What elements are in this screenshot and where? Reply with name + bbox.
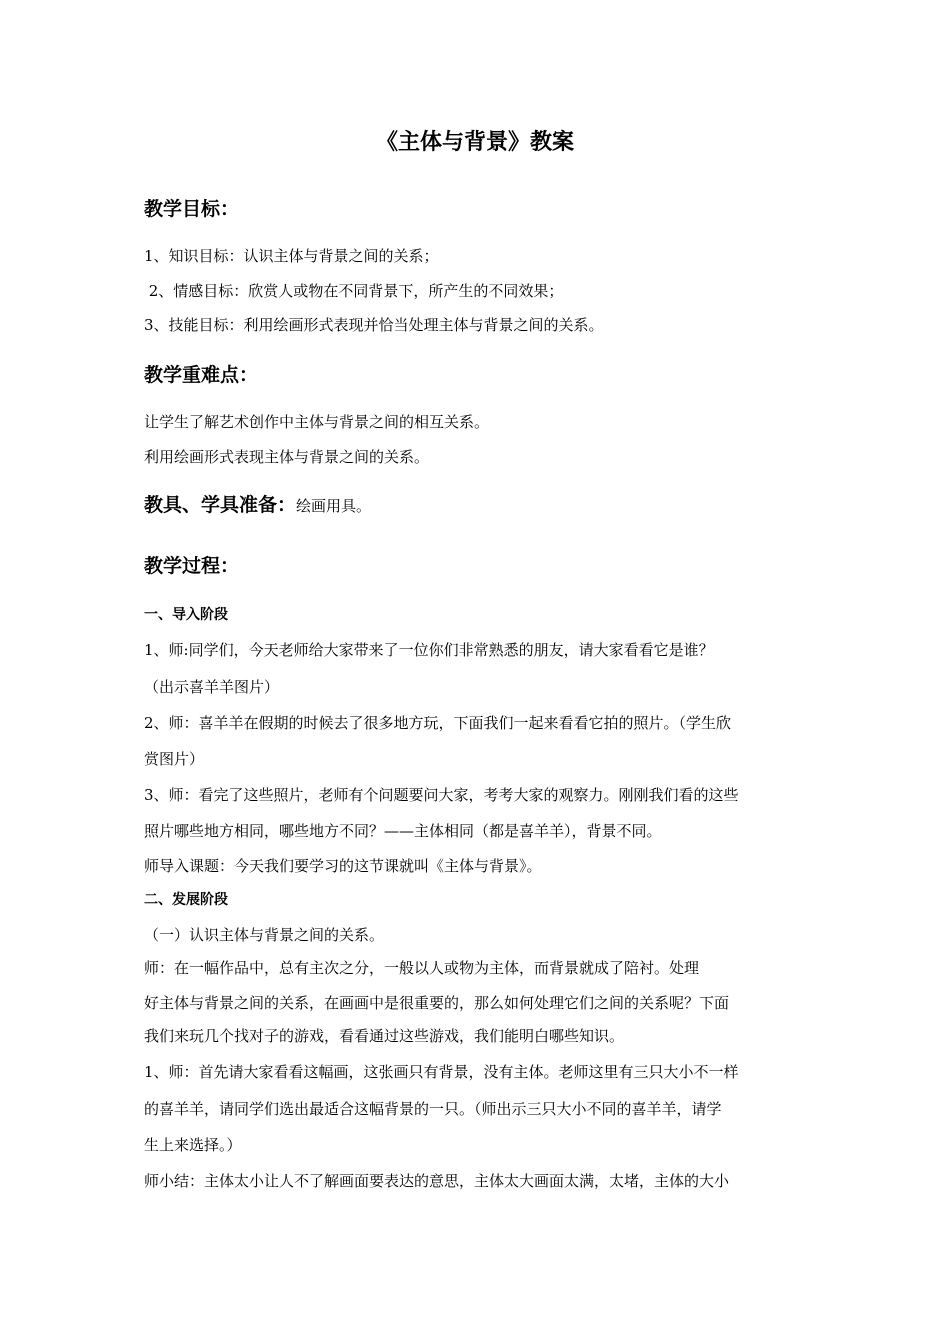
section1-heading: 一、导入阶段 [144,607,228,623]
keypoint-item-2: 利用绘画形式表现主体与背景之间的关系。 [144,448,430,466]
section1-line: （出示喜羊羊图片） [144,678,280,696]
section1-line: 赏图片） [144,750,205,768]
section1-line: 1、师:同学们，今天老师给大家带来了一位你们非常熟悉的朋友，请大家看看它是谁？ [144,641,714,659]
section2-line: 我们来玩几个找对子的游戏，看看通过这些游戏，我们能明白哪些知识。 [144,1027,625,1045]
section2-line: 的喜羊羊，请同学们选出最适合这幅背景的一只。（师出示三只大小不同的喜羊羊，请学 [144,1100,722,1118]
section2-line: 师：在一幅作品中，总有主次之分，一般以人或物为主体，而背景就成了陪衬。处理 [144,959,700,977]
keypoint-item-1: 让学生了解艺术创作中主体与背景之间的相互关系。 [144,413,490,431]
section2-line: 好主体与背景之间的关系，在画画中是很重要的，那么如何处理它们之间的关系呢？下面 [144,994,730,1012]
section2-line: 生上来选择。） [144,1136,242,1154]
materials-value: 绘画用具。 [296,497,372,515]
objective-item-2: 2、情感目标：欣赏人或物在不同背景下，所产生的不同效果； [144,282,564,300]
keypoints-heading: 教学重难点： [144,364,259,386]
objective-item-3: 3、技能目标：利用绘画形式表现并恰当处理主体与背景之间的关系。 [144,316,604,334]
section2-heading: 二、发展阶段 [144,892,228,908]
objective-item-1: 1、知识目标：认识主体与背景之间的关系； [144,247,439,265]
materials-heading: 教具、学具准备： [144,494,297,516]
section1-line: 师导入课题：今天我们要学习的这节课就叫《主体与背景》。 [144,857,542,875]
section1-line: 2、师：喜羊羊在假期的时候去了很多地方玩，下面我们一起来看看它拍的照片。（学生欣 [144,714,732,732]
materials-row [144,492,371,519]
section1-line: 3、师：看完了这些照片，老师有个问题要问大家，考考大家的观察力。刚刚我们看的这些 [144,786,739,804]
process-heading: 教学过程： [144,555,240,577]
section2-line: 1、师：首先请大家看看这幅画，这张画只有背景，没有主体。老师这里有三只大小不一样 [144,1063,739,1081]
section1-line: 照片哪些地方相同，哪些地方不同？——主体相同（都是喜羊羊），背景不同。 [144,822,662,840]
section2-line: （一）认识主体与背景之间的关系。 [144,926,385,944]
page-title: 《主体与背景》教案 [375,130,574,155]
section2-line: 师小结：主体太小让人不了解画面要表达的意思，主体太大画面太满，太堵，主体的大小 [144,1172,730,1190]
objectives-heading: 教学目标： [144,198,240,220]
